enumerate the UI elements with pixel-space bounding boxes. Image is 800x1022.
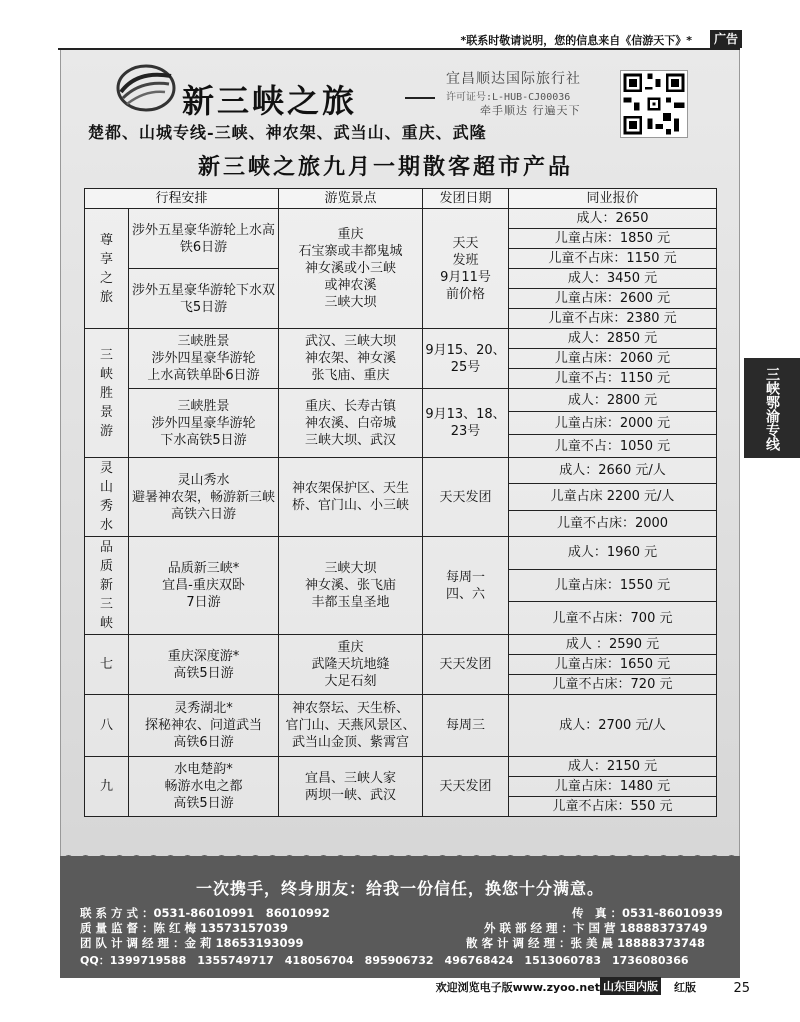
table-row — [85, 389, 717, 412]
license-number: 许可证号:L-HUB-CJ00036 — [446, 92, 571, 103]
spots-cell: 武汉、三峡大坝 神农架、神女溪 张飞庙、重庆 — [279, 329, 423, 389]
price-cell: 儿童不占床：2000 — [509, 510, 717, 536]
price-cell: 儿童占床：1480 元 — [509, 777, 717, 797]
price-cell: 儿童占床：1650 元 — [509, 655, 717, 675]
trip-cell: 三峡胜景 涉外四星豪华游轮 下水高铁5日游 — [129, 389, 279, 458]
category-cell: 三峡胜景游 — [85, 329, 129, 458]
dates-cell: 天天发团 — [423, 757, 509, 817]
price-table — [84, 188, 717, 817]
trip-cell: 灵秀湖北* 探秘神农、问道武当 高铁6日游 — [129, 695, 279, 757]
header-itinerary: 行程安排 — [85, 189, 279, 209]
side-tab-text: 三峡鄂渝专线 — [764, 367, 780, 451]
contact-qq: QQ：1399719588 1355749717 418056704 895906732 496768424 1513060783 1736080366 — [80, 954, 689, 967]
table-row — [85, 757, 717, 777]
table-header-row — [85, 189, 717, 209]
category-cell: 七 — [85, 635, 129, 695]
page-number: 25 — [733, 981, 750, 996]
qr-code-icon — [620, 70, 688, 138]
brand-dash — [405, 97, 435, 99]
footer-bar — [0, 976, 800, 996]
price-cell: 儿童占床 2200 元/人 — [509, 484, 717, 510]
spots-cell: 重庆、长寿古镇 神农溪、白帝城 三峡大坝、武汉 — [279, 389, 423, 458]
edition-tag: 山东国内版 — [600, 977, 661, 995]
table-row — [85, 695, 717, 757]
dates-cell: 天天发团 — [423, 635, 509, 695]
price-cell: 儿童不占床：550 元 — [509, 797, 717, 817]
price-cell: 儿童占床：2000 元 — [509, 412, 717, 435]
price-cell: 成人：2800 元 — [509, 389, 717, 412]
agency-name: 宜昌顺达国际旅行社 — [446, 71, 581, 87]
price-cell: 儿童占床：2060 元 — [509, 349, 717, 369]
header-price: 同业报价 — [509, 189, 717, 209]
spots-cell: 神农架保护区、天生桥、官门山、小三峡 — [279, 458, 423, 537]
spots-cell: 宜昌、三峡人家 两坝一峡、武汉 — [279, 757, 423, 817]
contact-fax: 传 真 ：0531-86010939 — [572, 906, 723, 920]
trip-cell: 三峡胜景 涉外四星豪华游轮 上水高铁单卧6日游 — [129, 329, 279, 389]
trip-cell: 水电楚韵* 畅游水电之都 高铁5日游 — [129, 757, 279, 817]
dates-cell: 天天 发班 9月11号 前价格 — [423, 209, 509, 329]
table-row — [85, 329, 717, 349]
price-cell: 儿童不占：1050 元 — [509, 435, 717, 458]
price-cell: 儿童不占床：1150 元 — [509, 249, 717, 269]
table-row — [85, 635, 717, 655]
category-cell: 八 — [85, 695, 129, 757]
price-cell: 儿童占床：1850 元 — [509, 229, 717, 249]
slogan: 一次携手，终身朋友：给我一份信任，换您十分满意。 — [195, 879, 604, 898]
source-note: *联系时敬请说明，您的信息来自《信游天下》* — [460, 34, 692, 47]
price-cell: 成人：2850 元 — [509, 329, 717, 349]
dates-cell: 9月13、18、 23号 — [423, 389, 509, 458]
routes-line: 楚都、山城专线-三峡、神农架、武当山、重庆、武隆 — [88, 123, 487, 142]
trip-cell: 灵山秀水 避暑神农架，畅游新三峡高铁六日游 — [129, 458, 279, 537]
category-cell: 灵山秀水 — [85, 458, 129, 537]
category-cell: 品质新三峡 — [85, 537, 129, 635]
dates-cell: 天天发团 — [423, 458, 509, 537]
trip-cell: 品质新三峡* 宜昌-重庆双卧 7日游 — [129, 537, 279, 635]
side-tab — [744, 358, 800, 458]
brand-name: 新三峡之旅 — [182, 82, 358, 120]
product-subtitle: 新三峡之旅九月一期散客超市产品 — [198, 154, 574, 180]
contact-external: 外 联 部 经 理 ：卞 国 营 18888373749 — [484, 921, 708, 935]
edition-color: 红版 — [674, 981, 696, 994]
trip-cell: 重庆深度游* 高铁5日游 — [129, 635, 279, 695]
price-cell: 儿童占床：1550 元 — [509, 569, 717, 602]
dates-cell: 每周三 — [423, 695, 509, 757]
top-note-bar — [0, 30, 800, 50]
price-cell: 儿童不占床：700 元 — [509, 602, 717, 635]
price-cell: 成人：1960 元 — [509, 537, 717, 570]
header-spots: 游览景点 — [279, 189, 423, 209]
header-dates: 发团日期 — [423, 189, 509, 209]
swirl-logo-icon — [115, 62, 177, 114]
trip-cell: 涉外五星豪华游轮下水双飞5日游 — [129, 269, 279, 329]
ad-tag: 广告 — [710, 30, 742, 48]
table-row — [85, 209, 717, 229]
price-cell: 成人：2150 元 — [509, 757, 717, 777]
price-cell: 成人：2660 元/人 — [509, 458, 717, 484]
price-cell: 成人：3450 元 — [509, 269, 717, 289]
contact-quality: 质 量 监 督 ：陈 红 梅 13573157039 — [80, 921, 289, 935]
table-row — [85, 458, 717, 484]
spots-cell: 重庆 武隆天坑地缝 大足石刻 — [279, 635, 423, 695]
category-cell: 九 — [85, 757, 129, 817]
price-cell: 成人：2650 — [509, 209, 717, 229]
price-cell: 儿童不占床：720 元 — [509, 675, 717, 695]
spots-cell: 重庆 石宝寨或丰都鬼城 神女溪或小三峡 或神农溪 三峡大坝 — [279, 209, 423, 329]
price-cell: 儿童占床：2600 元 — [509, 289, 717, 309]
price-cell: 成人：2700 元/人 — [509, 695, 717, 757]
price-cell: 成人 ：2590 元 — [509, 635, 717, 655]
dates-cell: 9月15、20、 25号 — [423, 329, 509, 389]
agency-motto: 牵手顺达 行遍天下 — [480, 104, 581, 117]
trip-cell: 涉外五星豪华游轮上水高铁6日游 — [129, 209, 279, 269]
contact-individual: 散 客 计 调 经 理 ：张 美 晨 18888373748 — [466, 936, 706, 950]
price-cell: 儿童不占：1150 元 — [509, 369, 717, 389]
spots-cell: 三峡大坝 神女溪、张飞庙 丰都玉皇圣地 — [279, 537, 423, 635]
category-cell: 尊享之旅 — [85, 209, 129, 329]
footer-text: 欢迎浏览电子版www.zyoo.net — [435, 981, 600, 994]
spots-cell: 神农祭坛、天生桥、 官门山、天燕风景区、 武当山金顶、紫霄宫 — [279, 695, 423, 757]
price-cell: 儿童不占床：2380 元 — [509, 309, 717, 329]
contact-group: 团 队 计 调 经 理 ：金 莉 18653193099 — [80, 936, 304, 950]
dates-cell: 每周一 四、六 — [423, 537, 509, 635]
contact-phone: 联 系 方 式 ：0531-86010991 86010992 — [80, 906, 330, 920]
table-row — [85, 537, 717, 570]
